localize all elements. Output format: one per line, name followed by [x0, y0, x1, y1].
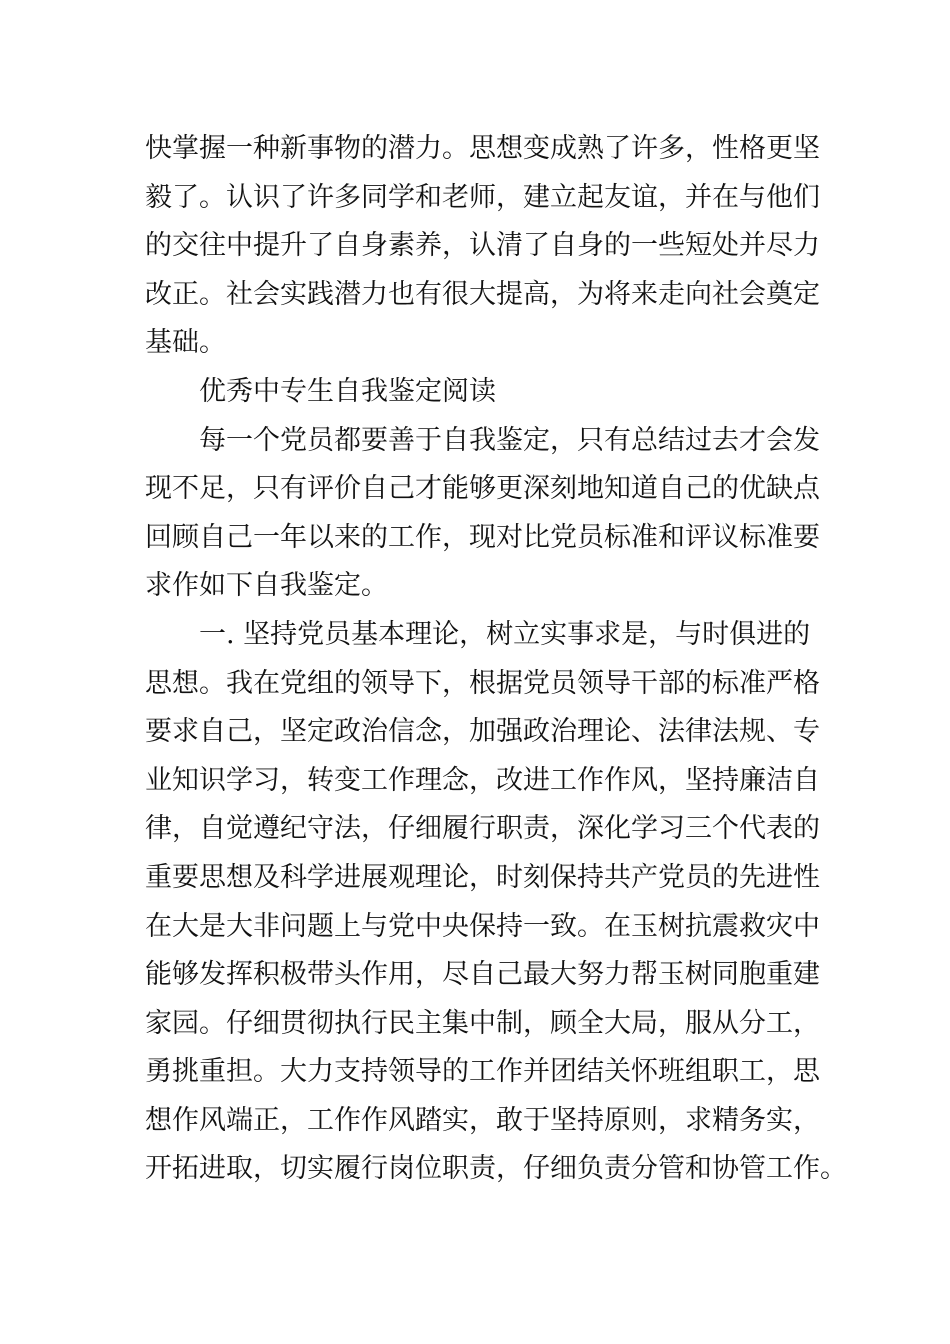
- text-line: 要求自己，坚定政治信念，加强政治理论、法律法规、专: [145, 716, 820, 748]
- text-line: 基础。: [145, 327, 226, 359]
- text-line: 的交往中提升了自身素养，认清了自身的一些短处并尽力: [145, 230, 820, 262]
- text-line: 想作风端正，工作作风踏实，敢于坚持原则，求精务实，: [145, 1104, 820, 1136]
- text-line: 在大是大非问题上与党中央保持一致。在玉树抗震救灾中: [145, 910, 820, 942]
- text-line: 能够发挥积极带头作用，尽自己最大努力帮玉树同胞重建: [145, 959, 820, 991]
- text-line: 回顾自己一年以来的工作，现对比党员标准和评议标准要: [145, 521, 820, 553]
- text-line: 勇挑重担。大力支持领导的工作并团结关怀班组职工，思: [145, 1056, 820, 1088]
- text-line: 思想。我在党组的领导下，根据党员领导干部的标准严格: [145, 667, 820, 699]
- text-line: 求作如下自我鉴定。: [145, 570, 388, 602]
- text-line: 家园。仔细贯彻执行民主集中制，顾全大局，服从分工，: [145, 1007, 820, 1039]
- text-line: 一. 坚持党员基本理论，树立实事求是，与时俱进的: [199, 618, 811, 650]
- text-line: 律，自觉遵纪守法，仔细履行职责，深化学习三个代表的: [145, 813, 820, 845]
- body-text: [145, 125, 847, 1194]
- text-line: 快掌握一种新事物的潜力。思想变成熟了许多，性格更坚: [145, 133, 820, 164]
- text-line: 改正。社会实践潜力也有很大提高，为将来走向社会奠定: [145, 278, 820, 310]
- text-line: 每一个党员都要善于自我鉴定，只有总结过去才会发: [199, 424, 820, 456]
- text-line: 毅了。认识了许多同学和老师，建立起友谊，并在与他们: [145, 181, 820, 213]
- text-line: 重要思想及科学进展观理论，时刻保持共产党员的先进性: [145, 861, 820, 893]
- text-line: 现不足，只有评价自己才能够更深刻地知道自己的优缺点: [145, 473, 820, 505]
- text-line: 开拓进取，切实履行岗位职责，仔细负责分管和协管工作。: [145, 1153, 847, 1185]
- text-line: 业知识学习，转变工作理念，改进工作作风，坚持廉洁自: [145, 764, 820, 796]
- section-heading: 优秀中专生自我鉴定阅读: [199, 375, 496, 407]
